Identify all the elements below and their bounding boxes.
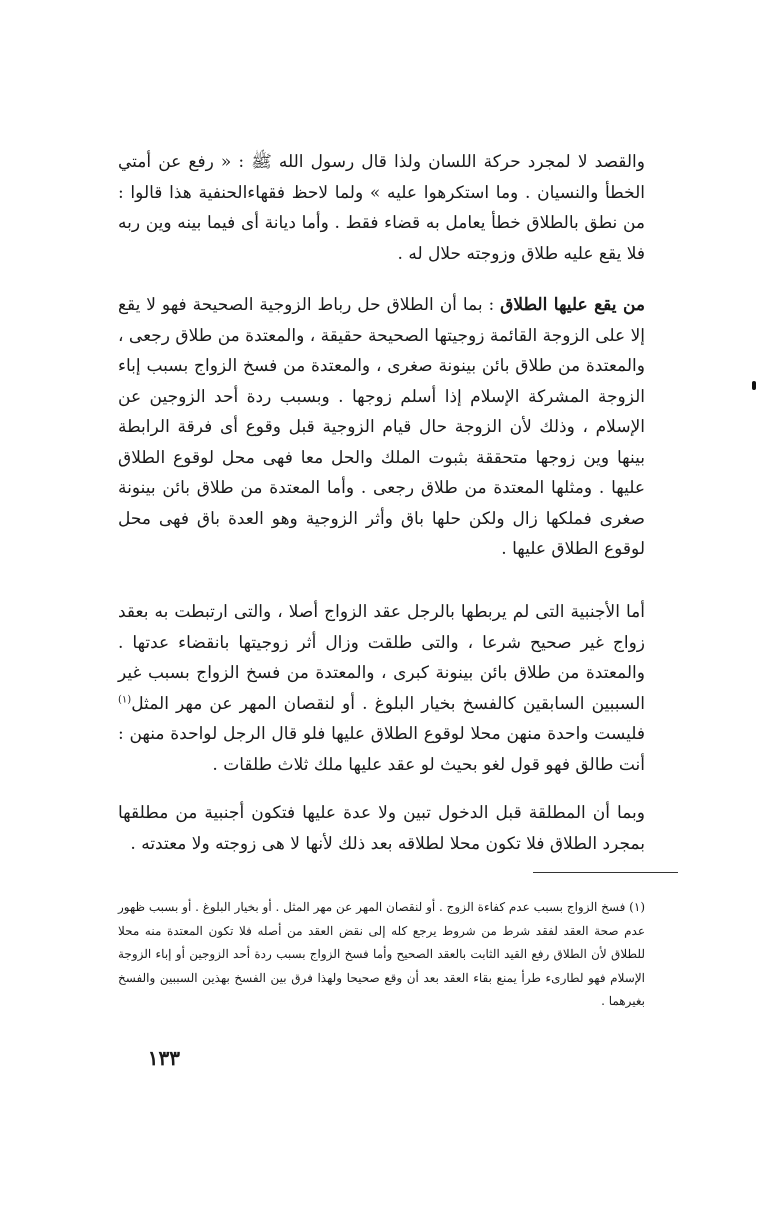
paragraph-pre-consummation [118, 798, 645, 859]
paragraph-text [118, 290, 645, 565]
paragraph-text: وبما أن المطلقة قبل الدخول تبين ولا عدة عليها فتكون أجنبية من مطلقها بمجرد الطلاق فلا تكون محلا لطلاقه بعد ذلك لأنها لا هى زوجته ولا معتدته . [118, 803, 645, 854]
paragraph-text [118, 597, 645, 780]
paragraph-body-part1: أما الأجنبية التى لم يربطها بالرجل عقد الزواج أصلا ، والتى ارتبطت به بعقد زواج غير صحيح شرعا ، والتى طلقت وزال أثر زوجيتها بانقضاء عدتها . والمعتدة من طلاق بائن بينونة كبرى ، والمعتدة من فسخ الزواج بسبب غير السببين السابقين كالفسخ بخيار البلوغ . أو لنقصان المهر عن مهر المثل [118, 602, 645, 714]
footnote-reference: (١) [118, 693, 132, 705]
section-heading: من يقع عليها الطلاق [500, 295, 645, 315]
paragraph-intention [118, 147, 645, 269]
paragraph-text: والقصد لا لمجرد حركة اللسان ولذا قال رسول الله ﷺ : « رفع عن أمتي الخطأ والنسيان . وما استكرهوا عليه » ولما لاحظ فقهاءالحنفية هذا قالوا : من نطق بالطلاق خطأ يعامل به قضاء فقط . وأما ديانة أى فيما بينه وين ربه فلا يقع عليه طلاق وزوجته حلال له . [118, 152, 645, 264]
footnote-text: (١) فسخ الزواج بسبب عدم كفاءة الزوج . أو لنقصان المهر عن مهر المثل . أو بخيار البلوغ . أو بسبب ظهور عدم صحة العقد لفقد شرط من شروط يرجع كله إلى نقض العقد من أصله فلا تكون المعتدة منه محلا للطلاق لأن الطلاق رفع القيد الثابت بالعقد الصحيح وأما فسخ الزواج بسبب ردة أحد الزوجين أو إباء الزوجة الإسلام فهو لطارىء طرأ يمنع بقاء العقد بعد أن وقع صحيحا ولهذا فرق بين الفسخ بهذين السببين والفسخ بغيرهما . [118, 900, 645, 1008]
paragraph-non-eligible [118, 597, 645, 780]
paragraph-body-part2: فليست واحدة منهن محلا لوقوع الطلاق عليها فلو قال الرجل لواحدة منهن : أنت طالق فهو قول لغو بحيث لو عقد عليها ملك ثلاث طلقات . [118, 724, 645, 775]
paragraph-body: : بما أن الطلاق حل رباط الزوجية الصحيحة فهو لا يقع إلا على الزوجة القائمة زوجيتها الصحيحة حقيقة ، والمعتدة من طلاق رجعى ، والمعتدة من طلاق بائن بينونة صغرى ، والمعتدة من فسخ الزواج بسبب إباء الزوجة المشركة الإسلام إذا أسلم زوجها . وبسبب ردة أحد الزوجين عن الإسلام ، وذلك لأن الزوجة حال قيام الزوجية قبل وقوع أى فرقة الرابطة بينها وين زوجها متحققة بثبوت الملك والحل معا فهى محل لوقوع الطلاق عليها . ومثلها المعتدة من طلاق رجعى . وأما المعتدة من طلاق بائن بينونة صغرى فملكها زال ولكن حلها باق وأثر الزوجية وهو العدة باق فهى محل لوقوع الطلاق عليها . [118, 295, 645, 559]
footnote-separator [533, 872, 678, 873]
margin-ink-mark [752, 381, 756, 390]
paragraph-divorce-eligibility [118, 290, 645, 565]
page-number: ١٣٣ [147, 1046, 180, 1070]
footnote-block [118, 896, 645, 1014]
